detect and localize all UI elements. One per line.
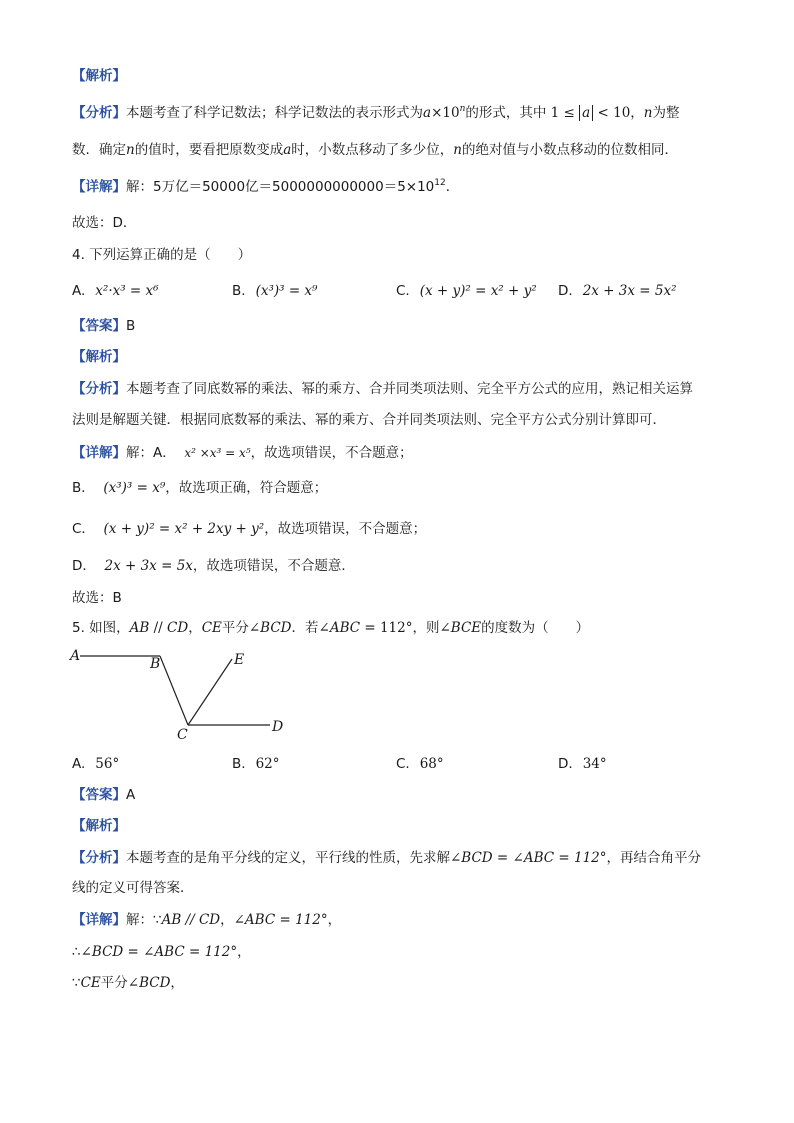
label-d: D <box>272 719 284 735</box>
q3-fenxi-text-b: 的形式，其中 <box>465 105 547 121</box>
q5-fenxi-line-1 <box>72 848 701 868</box>
q5-option-b-value: 62° <box>255 756 280 772</box>
q5-detail-1b: ， <box>220 912 234 928</box>
jiexi-tag: 【解析】 <box>72 818 126 834</box>
q5-stem-e: ，则 <box>412 620 440 636</box>
q4-option-d-expr: 2x + 3x = 5x² <box>582 283 677 299</box>
q4-detail-d-prefix: D． <box>72 558 96 574</box>
q3-fenxi-l2-b: 的值时，要看把原数变成 <box>134 142 284 158</box>
q5-stem-a: 5. 如图， <box>72 620 130 636</box>
xiangjie-tag: 【详解】 <box>72 179 126 195</box>
q5-stem-d: ．若 <box>291 620 319 636</box>
q5-option-a-value: 56° <box>95 756 120 772</box>
fenxi-tag: 【分析】 <box>72 105 126 121</box>
q5-option-c <box>396 754 444 774</box>
q3-detail-b: ． <box>445 179 460 195</box>
q5-option-a <box>72 754 119 774</box>
q5-fenxi-line-2: 线的定义可得答案． <box>72 880 194 896</box>
q5-stem-f: 的度数为（ ） <box>481 620 590 636</box>
label-b: B <box>150 656 161 672</box>
q4-option-a <box>72 281 159 301</box>
q4-detail-a <box>72 443 413 463</box>
q3-fenxi-line-2 <box>72 140 678 160</box>
q3-n: n <box>643 105 653 121</box>
q5-option-c-value: 68° <box>419 756 444 772</box>
q4-detail-d-suffix: ，故选项错误，不合题意． <box>192 558 355 574</box>
q3-fenxi-text-c: ， <box>630 105 644 121</box>
q3-cond-right: < 10 <box>597 105 631 121</box>
q3-select: 故选：D． <box>72 215 137 231</box>
q4-option-c-expr: (x + y)² = x² + y² <box>419 283 537 299</box>
q4-option-b-expr: (x³)³ = x⁹ <box>255 283 318 299</box>
q4-detail-d <box>72 556 355 576</box>
q3-fenxi-l2-n2: n <box>453 142 462 158</box>
q5-option-d <box>558 754 607 774</box>
q5-detail-2b: ， <box>237 944 251 960</box>
q4-fenxi-line-2: 法则是解题关键．根据同底数幂的乘法、幂的乘方、合并同类项法则、完全平方公式分别计算即可． <box>72 412 666 428</box>
q4-detail-a-expr: x² ×x³ = x⁵ <box>184 446 251 460</box>
label-c: C <box>177 727 188 743</box>
line-ce <box>188 659 232 725</box>
q5-geometry-figure <box>68 644 298 744</box>
q5-option-c-label: C. <box>396 756 410 772</box>
q3-fenxi-text-d: 为整 <box>652 105 680 121</box>
q3-form-exp: n <box>459 104 466 114</box>
q3-fenxi-l2-a: 数．确定 <box>72 142 126 158</box>
q5-option-d-label: D. <box>558 756 573 772</box>
q4-option-a-expr: x²·x³ = x⁶ <box>95 283 159 299</box>
label-e: E <box>234 652 245 668</box>
q5-option-b <box>232 754 280 774</box>
q5-stem-bcd: ∠BCD <box>248 620 292 636</box>
q5-detail-1 <box>72 910 341 930</box>
q5-fenxi-1b: ，再结合角平分 <box>606 850 702 866</box>
q3-form-mid: ×10 <box>431 105 460 121</box>
q5-fenxi-1m: ∠BCD = ∠ABC = 112° <box>450 850 607 866</box>
q4-option-d <box>558 281 677 301</box>
fenxi-tag: 【分析】 <box>72 850 126 866</box>
q3-cond-abs-a: a <box>579 105 593 121</box>
q4-detail-c-suffix: ，故选项错误，不合题意； <box>264 521 427 537</box>
q5-stem-ce: CE <box>201 620 222 636</box>
daan-tag: 【答案】 <box>72 318 126 334</box>
q5-detail-3m: CE <box>80 975 101 991</box>
line-bc <box>160 656 188 725</box>
q4-select: 故选：B <box>72 590 122 606</box>
fenxi-tag: 【分析】 <box>72 381 126 397</box>
q5-stem-bce: ∠BCE <box>439 620 482 636</box>
q5-option-d-value: 34° <box>582 756 607 772</box>
q3-cond-left: 1 ≤ <box>550 105 575 121</box>
q4-option-c <box>396 281 537 301</box>
q4-option-b <box>232 281 317 301</box>
q4-answer <box>72 316 135 336</box>
q5-detail-2 <box>72 942 251 962</box>
q5-stem-c: 平分 <box>221 620 249 636</box>
q5-stem-par: // <box>149 620 168 636</box>
q3-fenxi-l2-d: 的绝对值与小数点移动的位数相同． <box>461 142 678 158</box>
q4-detail-b-prefix: B． <box>72 480 95 496</box>
q4-option-b-label: B. <box>232 283 246 299</box>
q4-answer-value: B <box>126 318 136 334</box>
q5-detail-2a: ∴ <box>72 944 81 960</box>
q4-stem: 4. 下列运算正确的是（ ） <box>72 247 252 263</box>
q4-detail-c-expr: (x + y)² = x² + 2xy + y² <box>103 521 265 537</box>
q4-fenxi-line-1 <box>72 379 693 399</box>
q5-stem <box>72 618 589 638</box>
q5-option-a-label: A. <box>72 756 86 772</box>
q5-stem-ab: AB <box>129 620 150 636</box>
q3-detail-exp: 12 <box>434 178 446 188</box>
q5-detail-2m: ∠BCD = ∠ABC = 112° <box>80 944 238 960</box>
xiangjie-tag: 【详解】 <box>72 912 126 928</box>
jiexi-tag: 【解析】 <box>72 349 126 365</box>
q4-option-c-label: C. <box>396 283 410 299</box>
q5-detail-1m: AB // CD <box>161 912 221 928</box>
q5-option-b-label: B. <box>232 756 246 772</box>
q4-detail-b <box>72 478 327 498</box>
xiangjie-tag: 【详解】 <box>72 445 126 461</box>
q3-fenxi-line-1 <box>72 103 680 123</box>
q5-detail-1a: 解：∵ <box>126 912 162 928</box>
q4-option-d-label: D. <box>558 283 573 299</box>
q5-stem-eq: = 112° <box>360 620 413 636</box>
q3-form-a: a <box>423 105 432 121</box>
q3-detail-a: 解：5万亿＝50000亿＝5000000000000＝5×10 <box>126 179 435 195</box>
q3-fenxi-text-a: 本题考查了科学记数法；科学记数法的表示形式为 <box>126 105 423 121</box>
q4-detail-c <box>72 519 426 539</box>
label-a: A <box>70 648 81 664</box>
q4-detail-b-suffix: ，故选项正确，符合题意； <box>165 480 328 496</box>
q5-detail-3m2: ∠BCD <box>127 975 171 991</box>
q4-detail-b-expr: (x³)³ = x⁹ <box>103 480 166 496</box>
q4-detail-d-expr: 2x + 3x = 5x <box>104 558 193 574</box>
q5-detail-3c: ， <box>170 975 184 991</box>
jiexi-tag: 【解析】 <box>72 68 126 84</box>
q5-fenxi-1a: 本题考查的是角平分线的定义，平行线的性质，先求解 <box>126 850 450 866</box>
q5-detail-1m2: ∠ABC = 112° <box>233 912 328 928</box>
q3-fenxi-l2-n: n <box>126 142 135 158</box>
q4-fenxi-1: 本题考查了同底数幂的乘法、幂的乘方、合并同类项法则、完全平方公式的应用，熟记相关运算 <box>126 381 693 397</box>
q5-stem-abc: ∠ABC <box>318 620 361 636</box>
q5-jiexi-heading <box>72 816 126 836</box>
q4-detail-a-prefix: 解：A． <box>126 445 176 461</box>
q5-detail-3a: ∵ <box>72 975 81 991</box>
q3-fenxi-l2-a2: a <box>283 142 292 158</box>
q4-option-a-label: A. <box>72 283 86 299</box>
q5-detail-1c: ， <box>327 912 342 928</box>
q5-stem-b: ， <box>188 620 202 636</box>
q5-answer <box>72 785 135 805</box>
q4-detail-c-prefix: C． <box>72 521 95 537</box>
q3-fenxi-l2-c: 时，小数点移动了多少位， <box>291 142 454 158</box>
q5-detail-3 <box>72 973 184 993</box>
q3-detail <box>72 177 459 197</box>
q3-jiexi-heading <box>72 66 126 86</box>
q5-detail-3b: 平分 <box>100 975 128 991</box>
q4-jiexi-heading <box>72 347 126 367</box>
daan-tag: 【答案】 <box>72 787 126 803</box>
q4-detail-a-suffix: ，故选项错误，不合题意； <box>250 445 413 461</box>
q5-answer-value: A <box>126 787 136 803</box>
q5-stem-cd: CD <box>167 620 189 636</box>
